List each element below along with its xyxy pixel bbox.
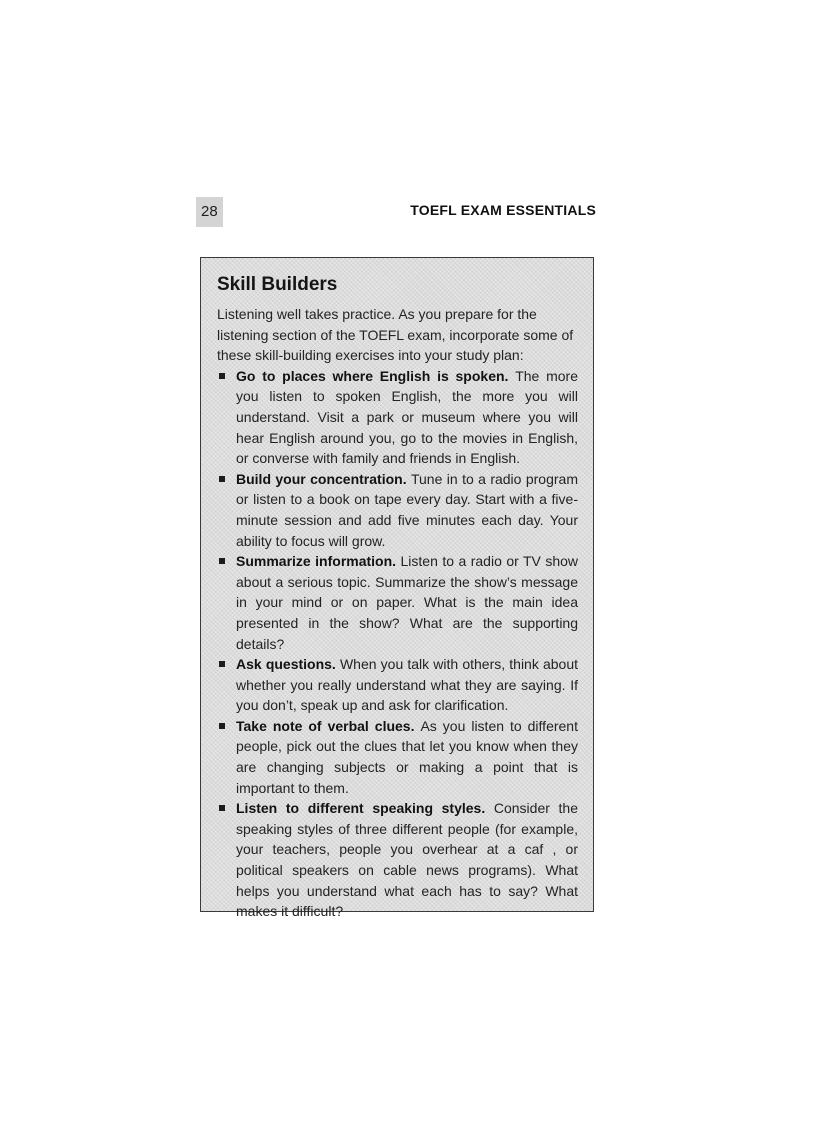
list-item <box>215 469 578 551</box>
square-bullet-icon <box>219 476 225 482</box>
list-item <box>215 654 578 716</box>
skill-list <box>215 366 578 922</box>
item-lead: Ask questions. <box>236 656 340 673</box>
square-bullet-icon <box>219 805 225 811</box>
list-item <box>215 716 578 798</box>
list-item <box>215 366 578 469</box>
item-lead: Listen to different speaking styles. <box>236 800 494 817</box>
list-item <box>215 798 578 922</box>
sidebar-title: Skill Builders <box>217 274 338 295</box>
skill-builders-sidebar <box>200 257 594 920</box>
item-text: As you listen to different people, pick out the clues that let you know when they are changing subjects or making a point that is important to them. <box>236 717 578 796</box>
square-bullet-icon <box>219 558 225 564</box>
item-text: The more you listen to spoken English, the more you will understand. Visit a park or museum where you will hear English around you, go to the movies in English, or converse with family and friends in English. <box>236 367 578 467</box>
item-lead: Take note of verbal clues. <box>236 717 421 734</box>
sidebar-intro: Listening well takes practice. As you prepare for the listening section of the TOEFL exam, incorporate some of these skill-building exercises into your study plan: <box>217 306 574 364</box>
running-head: TOEFL EXAM ESSENTIALS <box>410 202 596 218</box>
item-text: Consider the speaking styles of three different people (for example, your teachers, people you overhear at a caf , or political speakers on cable news programs). What helps you understand what each has to say? What makes it difficult? <box>236 800 578 920</box>
item-lead: Summarize information. <box>236 553 401 570</box>
square-bullet-icon <box>219 373 225 379</box>
item-lead: Go to places where English is spoken. <box>236 367 516 384</box>
item-text: Listen to a radio or TV show about a serious topic. Summarize the show’s message in your mind or on paper. What is the main idea presented in the show? What are the supporting details? <box>236 553 579 652</box>
page-number: 28 <box>196 197 223 227</box>
item-lead: Build your concentration. <box>236 470 411 487</box>
item-text: When you talk with others, think about whether you really understand what they are saying. If you don’t, speak up and ask for clarification. <box>236 656 579 714</box>
list-item <box>215 551 578 654</box>
square-bullet-icon <box>219 723 225 729</box>
item-text: Tune in to a radio program or listen to a book on tape every day. Start with a five-minute session and add five minutes each day. Your ability to focus will grow. <box>236 470 578 549</box>
square-bullet-icon <box>219 661 225 667</box>
